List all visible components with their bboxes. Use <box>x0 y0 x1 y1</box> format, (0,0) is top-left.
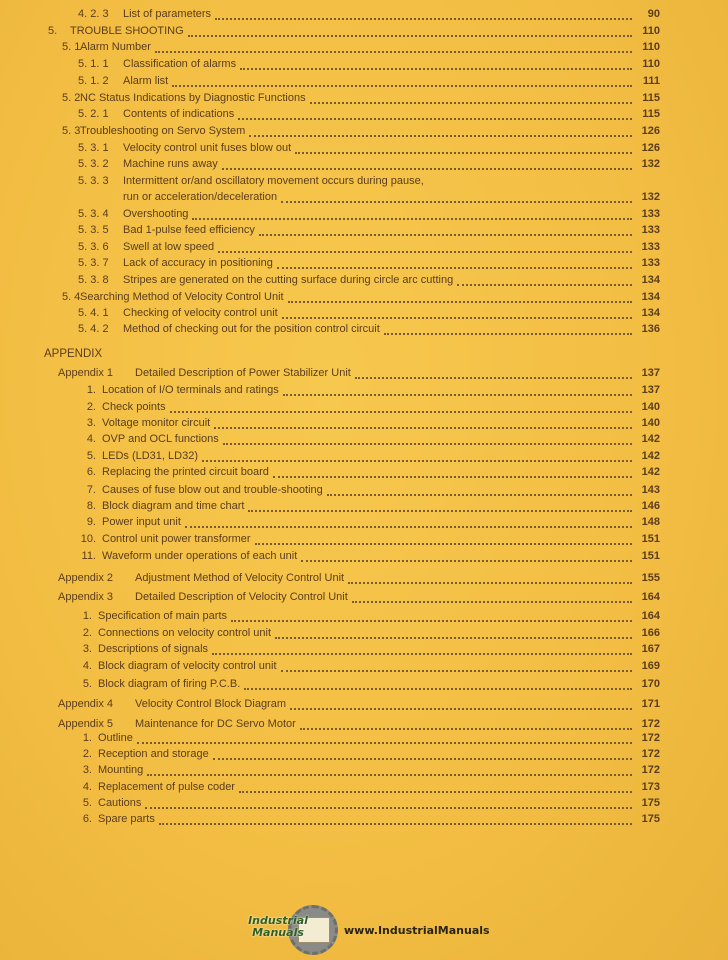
dot-leader <box>348 581 632 584</box>
entry-title: Control unit power transformer <box>102 533 251 545</box>
entry-title: Detailed Description of Power Stabilizer Unit <box>135 367 351 379</box>
entry-number: 2. <box>82 627 92 639</box>
entry-number: 6. <box>82 813 92 825</box>
toc-entry <box>0 239 728 255</box>
entry-title: LEDs (LD31, LD32) <box>102 450 198 462</box>
toc-entry <box>0 305 728 321</box>
dot-leader <box>223 442 632 445</box>
entry-page: 142 <box>641 450 660 462</box>
toc-entry <box>0 696 728 712</box>
entry-number: 5. 3. 4 <box>78 208 109 220</box>
entry-number: 2. <box>82 748 92 760</box>
dot-leader <box>202 459 632 462</box>
toc-entry <box>0 811 728 827</box>
dot-leader <box>137 741 632 744</box>
entry-title: Replacement of pulse coder <box>98 781 235 793</box>
entry-page: 142 <box>641 466 660 478</box>
entry-number: 5. 3. 2 <box>78 158 109 170</box>
toc-entry <box>0 272 728 288</box>
entry-number: Appendix 2 <box>58 572 114 584</box>
toc-entry <box>0 431 728 447</box>
entry-page: 172 <box>641 718 660 730</box>
dot-leader <box>255 542 632 545</box>
dot-leader <box>240 67 632 70</box>
toc-entry <box>0 399 728 415</box>
entry-page: 173 <box>641 781 660 793</box>
entry-number: 6. <box>86 466 96 478</box>
entry-page: 143 <box>641 484 660 496</box>
dot-leader <box>159 822 632 825</box>
entry-title: Maintenance for DC Servo Motor <box>135 718 296 730</box>
toc-entry <box>0 548 728 564</box>
entry-title: TROUBLE SHOOTING <box>70 25 184 37</box>
entry-number: 1. <box>86 384 96 396</box>
dot-leader <box>457 283 632 286</box>
toc-entry <box>0 365 728 381</box>
dot-leader <box>214 426 632 429</box>
entry-page: 133 <box>641 257 660 269</box>
dot-leader <box>275 636 632 639</box>
entry-title: Lack of accuracy in positioning <box>123 257 273 269</box>
dot-leader <box>283 393 632 396</box>
entry-page: 151 <box>641 533 660 545</box>
entry-title: Overshooting <box>123 208 189 220</box>
entry-page: 170 <box>641 678 660 690</box>
entry-title: Searching Method of Velocity Control Unit <box>80 291 284 303</box>
entry-title: Intermittent or/and oscillatory movement occurs during pause, <box>123 175 424 187</box>
entry-page: 148 <box>641 516 660 528</box>
toc-entry <box>0 73 728 89</box>
toc-entry <box>0 382 728 398</box>
entry-page: 110 <box>642 58 660 70</box>
entry-number: 5. 1. 2 <box>78 75 109 87</box>
entry-page: 115 <box>642 108 660 120</box>
toc-entry <box>0 23 728 39</box>
entry-page: 133 <box>641 208 660 220</box>
toc-entry <box>0 289 728 305</box>
entry-title: Outline <box>98 732 133 744</box>
entry-title: Specification of main parts <box>98 610 228 622</box>
entry-title: Method of checking out for the position control circuit <box>123 323 380 335</box>
dot-leader <box>384 332 632 335</box>
toc-entry <box>0 39 728 55</box>
entry-page: 151 <box>641 550 660 562</box>
toc-entry <box>0 415 728 431</box>
entry-title: Detailed Description of Velocity Control Unit <box>135 591 348 603</box>
toc-entry <box>0 206 728 222</box>
entry-page: 126 <box>641 125 660 137</box>
entry-page: 155 <box>641 572 660 584</box>
entry-title: Troubleshooting on Servo System <box>80 125 246 137</box>
toc-entry <box>0 589 728 605</box>
toc-entry <box>0 779 728 795</box>
entry-title: Spare parts <box>98 813 155 825</box>
toc-entry <box>0 762 728 778</box>
entry-number: 5. 3 <box>62 125 81 137</box>
entry-page: 126 <box>641 142 660 154</box>
entry-title: Reception and storage <box>98 748 209 760</box>
entry-number: 5. <box>86 450 96 462</box>
dot-leader <box>277 266 632 269</box>
entry-number: 4. <box>86 433 96 445</box>
dot-leader <box>231 619 632 622</box>
dot-leader <box>172 84 632 87</box>
entry-page: 110 <box>642 25 660 37</box>
toc-entry <box>0 730 728 746</box>
dot-leader <box>188 34 632 37</box>
dot-leader <box>222 167 632 170</box>
dot-leader <box>170 410 632 413</box>
entry-page: 164 <box>641 610 660 622</box>
toc-entry <box>0 448 728 464</box>
entry-page: 133 <box>641 241 660 253</box>
entry-number: 5. <box>82 797 92 809</box>
entry-number: 5. 2 <box>62 92 81 104</box>
entry-number: 8. <box>86 500 96 512</box>
toc-entry <box>0 173 728 189</box>
entry-number: 11. <box>81 550 96 562</box>
entry-title: Mounting <box>98 764 144 776</box>
entry-number: 5. 4. 1 <box>78 307 109 319</box>
toc-entry <box>0 625 728 641</box>
toc-entry <box>0 795 728 811</box>
toc-entry <box>0 140 728 156</box>
toc-entry <box>0 156 728 172</box>
entry-title: Alarm Number <box>80 41 151 53</box>
dot-leader <box>155 50 632 53</box>
entry-number: 7. <box>86 484 96 496</box>
entry-page: 132 <box>641 158 660 170</box>
entry-title: Location of I/O terminals and ratings <box>102 384 279 396</box>
entry-number: 4. 2. 3 <box>78 8 109 20</box>
entry-number: 3. <box>82 643 92 655</box>
entry-number: 4. <box>82 660 92 672</box>
entry-title: Cautions <box>98 797 142 809</box>
toc-entry <box>0 658 728 674</box>
dot-leader <box>282 316 632 319</box>
entry-number: 3. <box>86 417 96 429</box>
entry-number: 5. 3. 7 <box>78 257 109 269</box>
entry-title: Block diagram of velocity control unit <box>98 660 277 672</box>
entry-page: 136 <box>641 323 660 335</box>
entry-page: 167 <box>641 643 660 655</box>
dot-leader <box>281 200 632 203</box>
watermark-url: www.IndustrialManuals <box>344 923 490 937</box>
dot-leader <box>212 652 632 655</box>
entry-page: 140 <box>641 417 660 429</box>
dot-leader <box>239 790 632 793</box>
entry-title: Waveform under operations of each unit <box>102 550 298 562</box>
entry-number: 5. 4. 2 <box>78 323 109 335</box>
dot-leader <box>290 707 632 710</box>
entry-number: 5. 3. 6 <box>78 241 109 253</box>
dot-leader <box>147 773 632 776</box>
entry-title: Power input unit <box>102 516 181 528</box>
entry-title: Connections on velocity control unit <box>98 627 272 639</box>
toc-entry <box>0 498 728 514</box>
entry-title: Causes of fuse blow out and trouble-shooting <box>102 484 323 496</box>
entry-number: 1. <box>82 732 92 744</box>
toc-entry <box>0 570 728 586</box>
entry-page: 164 <box>641 591 660 603</box>
entry-title: Contents of indications <box>123 108 235 120</box>
entry-title: Swell at low speed <box>123 241 215 253</box>
entry-page: 171 <box>641 698 660 710</box>
dot-leader <box>249 134 632 137</box>
industrial-manuals-logo <box>246 905 334 955</box>
toc-entry <box>0 6 728 22</box>
entry-page: 132 <box>641 191 660 203</box>
dot-leader <box>145 806 632 809</box>
entry-number: 5. 1 <box>62 41 81 53</box>
entry-page: 172 <box>641 748 660 760</box>
entry-number: 5. 3. 3 <box>78 175 109 187</box>
entry-page: 146 <box>641 500 660 512</box>
dot-leader <box>185 525 632 528</box>
dot-leader <box>238 117 632 120</box>
dot-leader <box>259 233 632 236</box>
dot-leader <box>295 151 632 154</box>
dot-leader <box>355 376 632 379</box>
toc-entry <box>0 123 728 139</box>
entry-number: 4. <box>82 781 92 793</box>
entry-title: Velocity control unit fuses blow out <box>123 142 292 154</box>
entry-title: Classification of alarms <box>123 58 237 70</box>
toc-entry <box>0 531 728 547</box>
entry-page: 172 <box>641 732 660 744</box>
entry-page: 175 <box>641 797 660 809</box>
entry-title: OVP and OCL functions <box>102 433 219 445</box>
toc-entry <box>0 255 728 271</box>
logo-text-1: Industrial <box>248 914 308 927</box>
dot-leader <box>310 101 632 104</box>
entry-number: Appendix 4 <box>58 698 114 710</box>
toc-entry <box>0 464 728 480</box>
toc-entry <box>0 676 728 692</box>
entry-page: 142 <box>641 433 660 445</box>
entry-page: 175 <box>641 813 660 825</box>
entry-title: Replacing the printed circuit board <box>102 466 269 478</box>
entry-title: run or acceleration/deceleration <box>123 191 278 203</box>
entry-number: 5. 1. 1 <box>78 58 109 70</box>
entry-page: 137 <box>641 384 660 396</box>
entry-title: Bad 1-pulse feed efficiency <box>123 224 255 236</box>
entry-title: Stripes are generated on the cutting surface during circle arc cutting <box>123 274 454 286</box>
toc-entry <box>0 321 728 337</box>
entry-page: 111 <box>642 75 660 87</box>
entry-number: Appendix 5 <box>58 718 114 730</box>
toc-entry <box>0 189 728 205</box>
entry-number: 1. <box>82 610 92 622</box>
entry-title: Check points <box>102 401 166 413</box>
dot-leader <box>281 669 632 672</box>
entry-number: Appendix 1 <box>58 367 114 379</box>
entry-title: Alarm list <box>123 75 169 87</box>
entry-page: 169 <box>641 660 660 672</box>
entry-page: 90 <box>647 8 660 20</box>
dot-leader <box>288 300 632 303</box>
dot-leader <box>244 687 632 690</box>
toc-entry <box>0 482 728 498</box>
entry-number: 3. <box>82 764 92 776</box>
dot-leader <box>327 493 632 496</box>
entry-title: NC Status Indications by Diagnostic Functions <box>80 92 306 104</box>
entry-page: 137 <box>641 367 660 379</box>
entry-page: 110 <box>642 41 660 53</box>
dot-leader <box>215 17 632 20</box>
entry-page: 166 <box>641 627 660 639</box>
entry-page: 172 <box>641 764 660 776</box>
entry-title: List of parameters <box>123 8 212 20</box>
entry-number: 5. 2. 1 <box>78 108 109 120</box>
toc-entry <box>0 746 728 762</box>
entry-number: 5. 4 <box>62 291 81 303</box>
entry-number: 5. 3. 5 <box>78 224 109 236</box>
entry-page: 140 <box>641 401 660 413</box>
entry-title: Voltage monitor circuit <box>102 417 211 429</box>
entry-title: Block diagram of firing P.C.B. <box>98 678 241 690</box>
logo-text-2: Manuals <box>252 926 304 939</box>
dot-leader <box>213 757 632 760</box>
toc-entry <box>0 641 728 657</box>
toc-entry <box>0 106 728 122</box>
entry-page: 134 <box>641 291 660 303</box>
dot-leader <box>301 559 632 562</box>
entry-title: Descriptions of signals <box>98 643 209 655</box>
entry-page: 115 <box>642 92 660 104</box>
entry-title: Block diagram and time chart <box>102 500 245 512</box>
appendix-heading: APPENDIX <box>44 348 103 360</box>
entry-number: 5. <box>48 25 58 37</box>
entry-title: Checking of velocity control unit <box>123 307 278 319</box>
dot-leader <box>218 250 632 253</box>
entry-page: 133 <box>641 224 660 236</box>
entry-page: 134 <box>641 274 660 286</box>
entry-number: Appendix 3 <box>58 591 114 603</box>
entry-number: 9. <box>86 516 96 528</box>
dot-leader <box>273 475 632 478</box>
toc-entry <box>0 90 728 106</box>
footer-watermark <box>246 905 490 955</box>
entry-title: Velocity Control Block Diagram <box>135 698 287 710</box>
entry-number: 5. <box>82 678 92 690</box>
dot-leader <box>352 600 632 603</box>
toc-entry <box>0 514 728 530</box>
entry-page: 134 <box>641 307 660 319</box>
entry-title: Machine runs away <box>123 158 218 170</box>
entry-title: Adjustment Method of Velocity Control Unit <box>135 572 345 584</box>
entry-number: 2. <box>86 401 96 413</box>
toc-entry <box>0 608 728 624</box>
toc-entry <box>0 222 728 238</box>
dot-leader <box>192 217 632 220</box>
dot-leader <box>248 509 632 512</box>
entry-number: 5. 3. 8 <box>78 274 109 286</box>
entry-number: 10. <box>80 533 96 545</box>
toc-entry <box>0 56 728 72</box>
entry-number: 5. 3. 1 <box>78 142 109 154</box>
